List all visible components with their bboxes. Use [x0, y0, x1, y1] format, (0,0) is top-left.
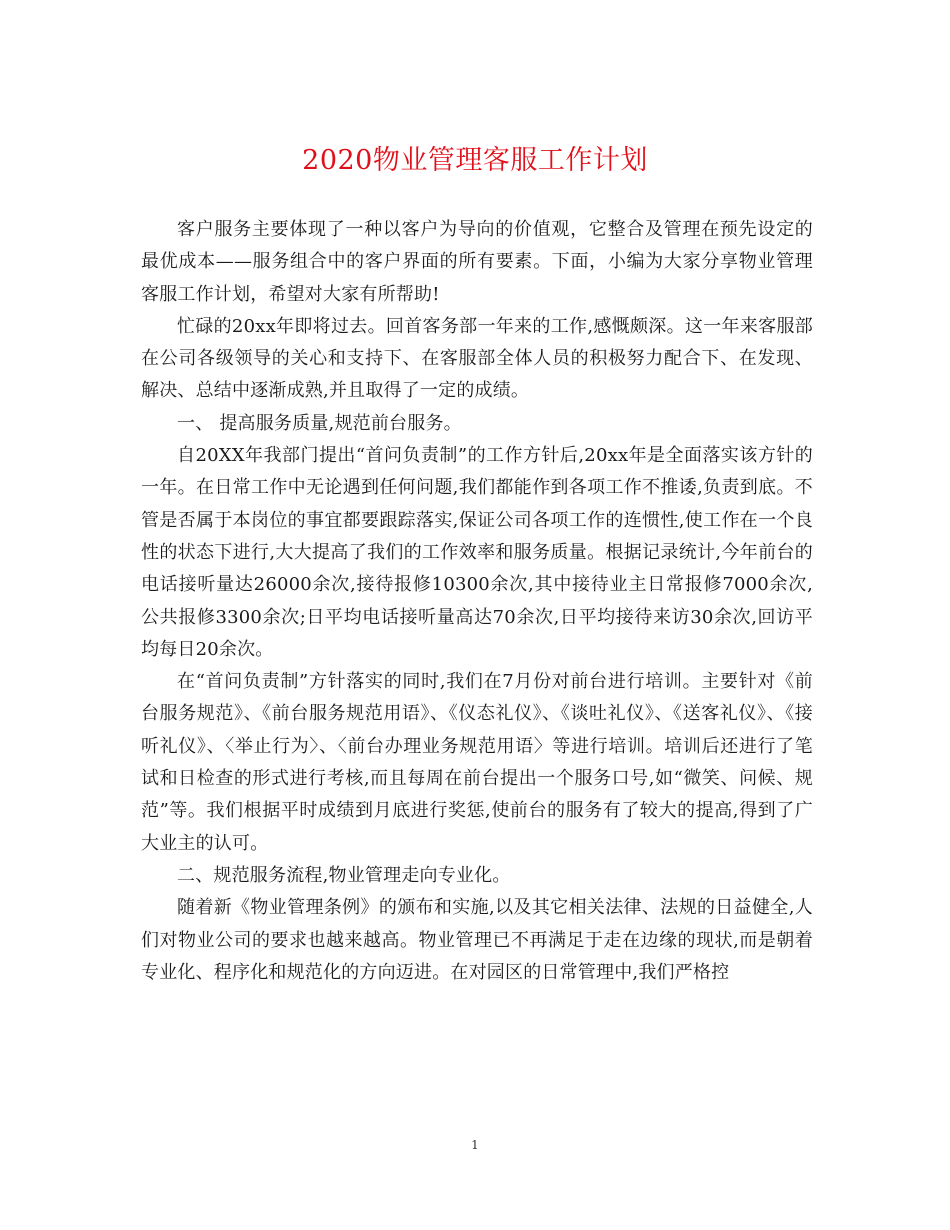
paragraph-intro: 客户服务主要体现了一种以客户为导向的价值观，它整合及管理在预先设定的最优成本——服务组合中的客户界面的所有要素。下面，小编为大家分享物业管理客服工作计划，希望对大家有所帮助!: [141, 219, 813, 305]
document-body: [141, 214, 813, 989]
paragraph-regulations: 随着新《物业管理条例》的颁布和实施,以及其它相关法律、法规的日益健全,人们对物业公司的要求也越来越高。物业管理已不再满足于走在边缘的现状,而是朝着专业化、程序化和规范化的方向迈进。在对园区的日常管理中,我们严格控: [141, 897, 813, 983]
paragraph-training: 在“首问负责制”方针落实的同时,我们在7月份对前台进行培训。主要针对《前台服务规范》、《前台服务规范用语》、《仪态礼仪》、《谈吐礼仪》、《送客礼仪》、《接听礼仪》、〈举止行为〉、〈前台办理业务规范用语〉等进行培训。培训后还进行了笔试和日检查的形式进行考核,而且每周在前台提出一个服务口号,如“微笑、问候、规范”等。我们根据平时成绩到月底进行奖惩,使前台的服务有了较大的提高,得到了广大业主的认可。: [141, 671, 813, 854]
section-heading-1: 一、 提高服务质量,规范前台服务。: [177, 412, 462, 434]
section-heading-2: 二、规范服务流程,物业管理走向专业化。: [177, 864, 511, 886]
paragraph-summary: 忙碌的20xx年即将过去。回首客务部一年来的工作,感慨颇深。这一年来客服部在公司各级领导的关心和支持下、在客服部全体人员的积极努力配合下、在发现、解决、总结中逐渐成熟,并且取得了一定的成绩。: [141, 315, 813, 402]
paragraph-first-responsibility: 自20XX年我部门提出“首问负责制”的工作方针后,20xx年是全面落实该方针的一年。在日常工作中无论遇到任何问题,我们都能作到各项工作不推诿,负责到底。不管是否属于本岗位的事宜都要跟踪落实,保证公司各项工作的连惯性,使工作在一个良性的状态下进行,大大提高了我们的工作效率和服务质量。根据记录统计,今年前台的电话接听量达26000余次,接待报修10300余次,其中接待业主日常报修7000余次,公共报修3300余次;日平均电话接听量高达70余次,日平均接待来访30余次,回访平均每日20余次。: [141, 445, 813, 660]
page-number: 1: [471, 1138, 479, 1152]
document-title: 2020物业管理客服工作计划: [302, 145, 648, 176]
